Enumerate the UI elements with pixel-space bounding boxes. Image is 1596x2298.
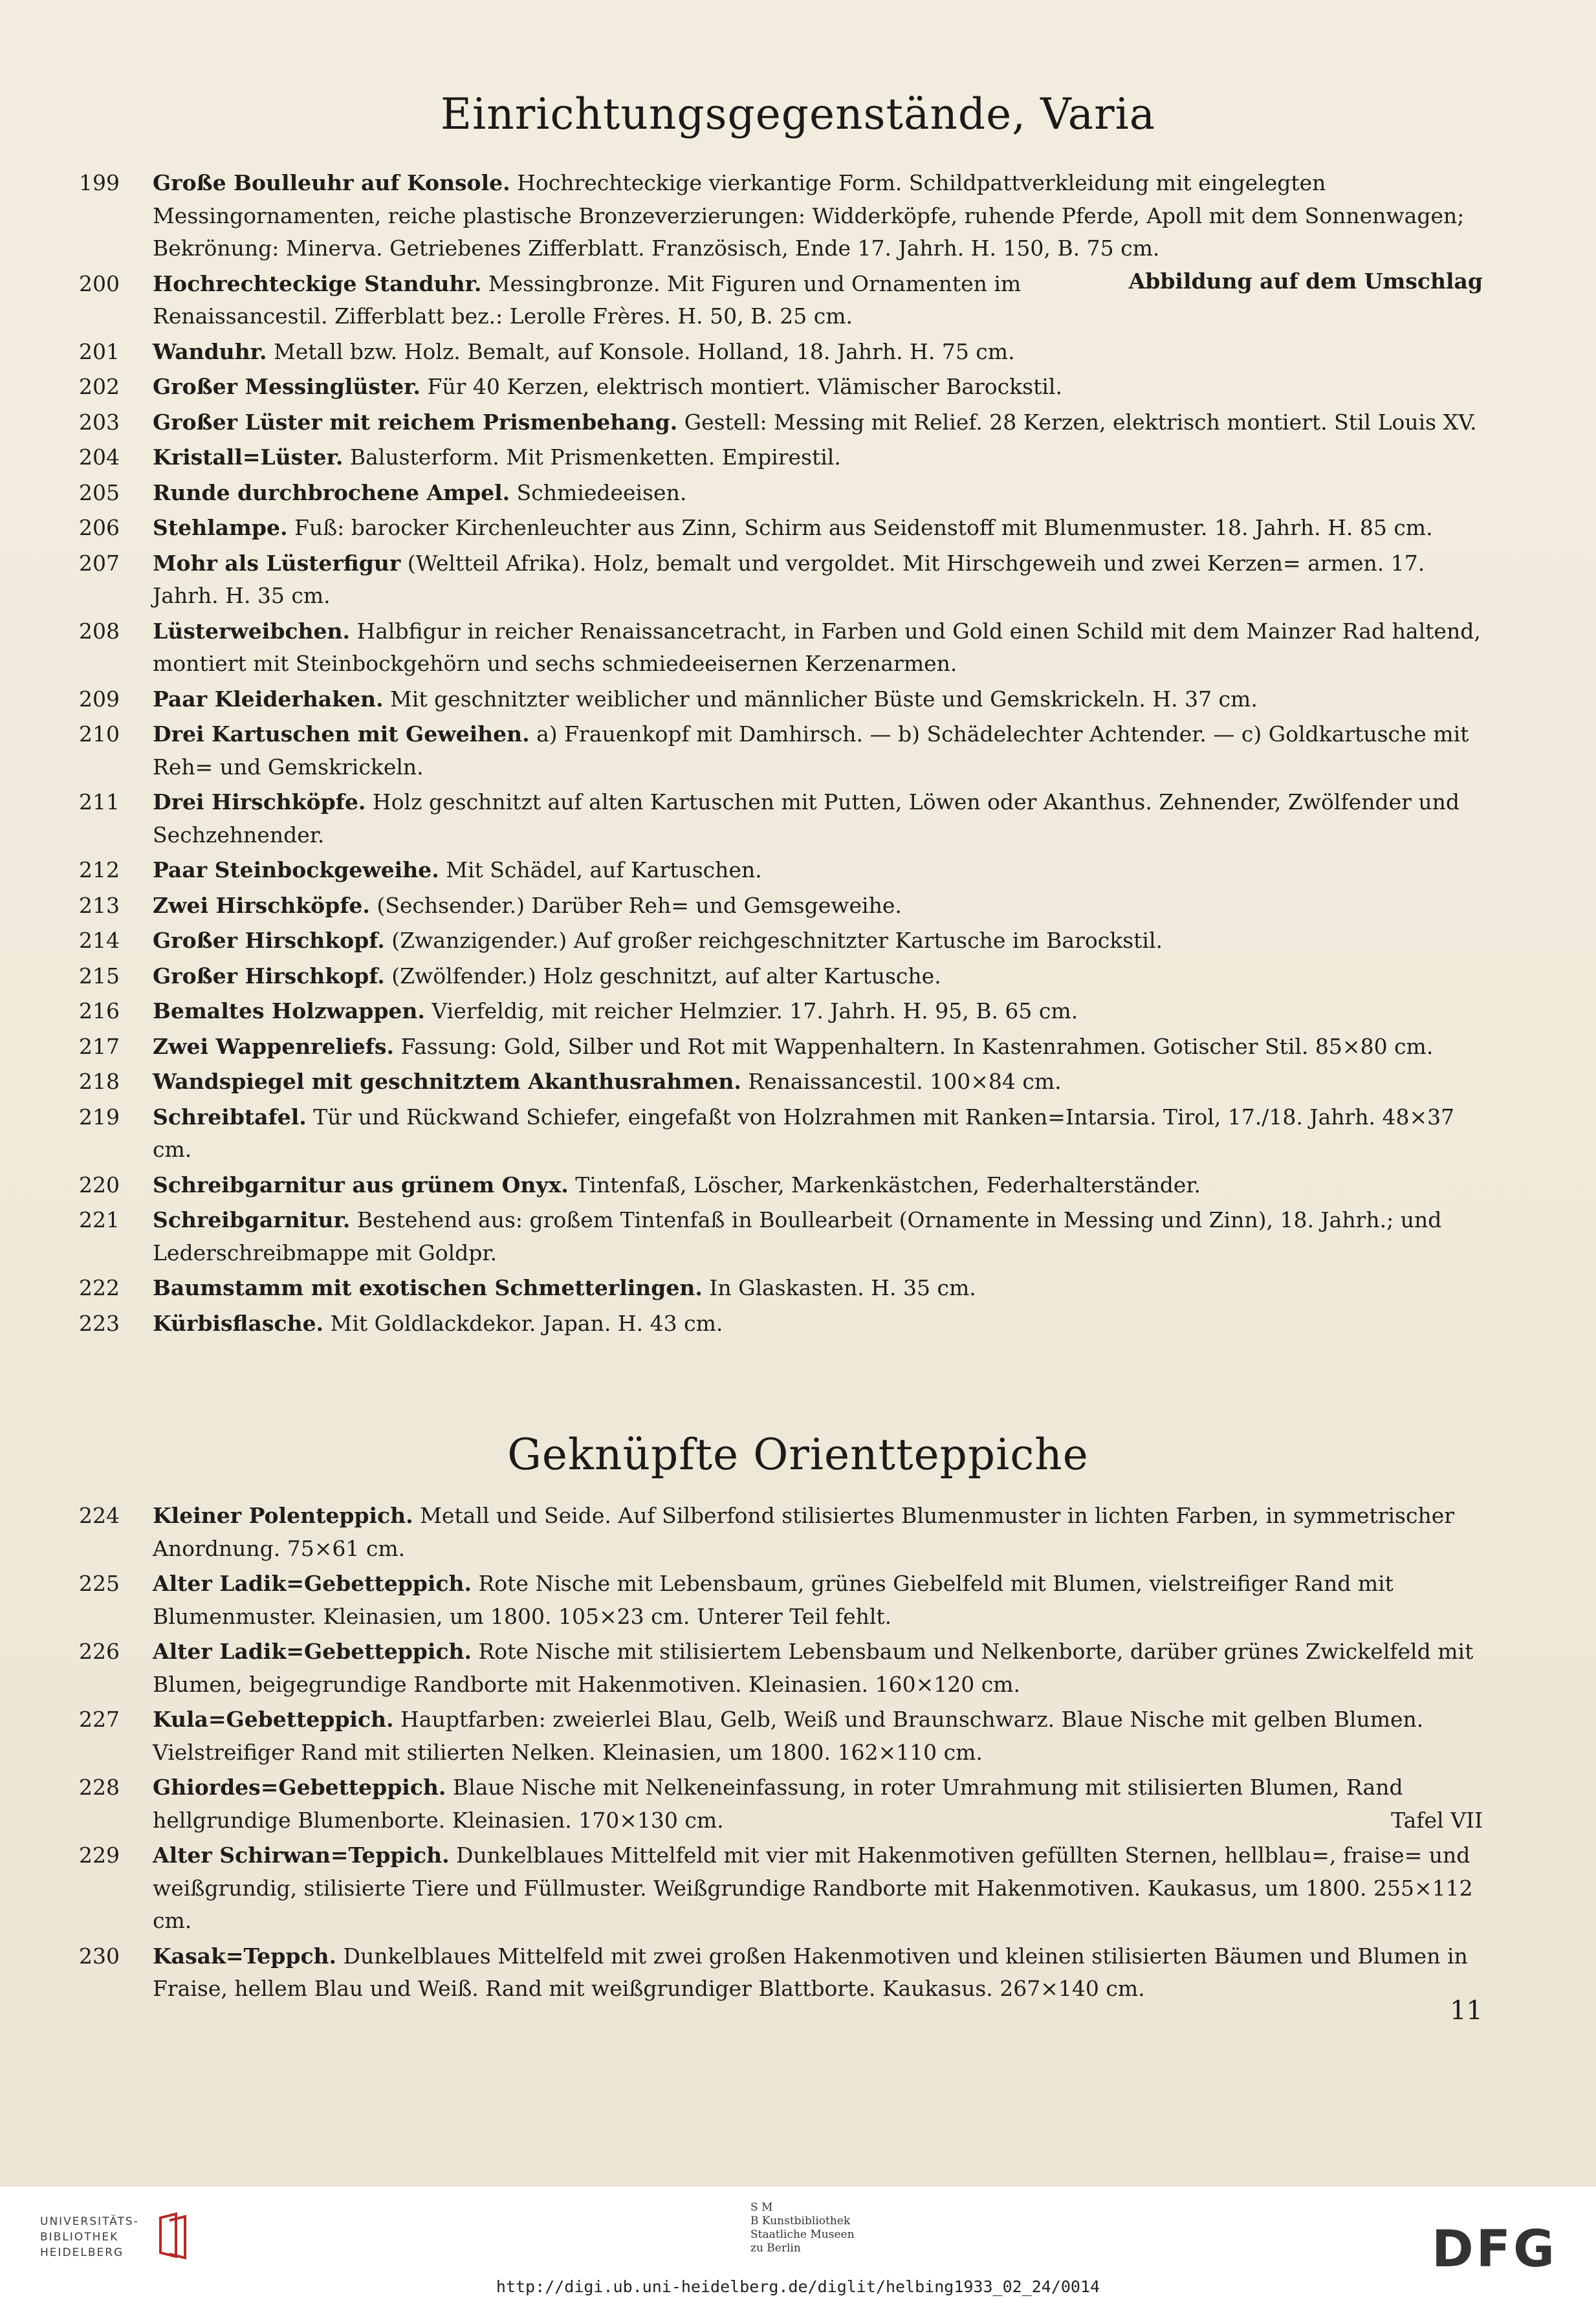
library-logo-text (40, 2214, 139, 2260)
entry-description: Renaissancestil. 100×84 cm. (741, 1069, 1062, 1094)
entry-description: Messingbronze. Mit Figuren und Ornamenten im Renaissancestil. Zifferblatt bez.: Lerolle Frères. H. 50, B. 25 cm. (153, 270, 1022, 329)
entry-title: Stehlampe. (153, 515, 288, 540)
section-title-furnishings: Einrichtungsgegenstände, Varia (440, 89, 1156, 139)
entry-number: 216 (79, 998, 120, 1023)
entry-description: Rote Nische mit Lebensbaum, grünes Giebelfeld mit Blumen, vielstreifiger Rand mit Blumenmuster. Kleinasien, um 1800. 105×23 cm. Unterer Teil fehlt. (153, 1571, 1394, 1629)
entry-number: 219 (79, 1104, 120, 1130)
catalog-entry (79, 925, 1483, 958)
entry-title: Großer Hirschkopf. (153, 963, 385, 989)
catalog-entry (79, 1771, 1483, 1837)
entry-number: 224 (79, 1503, 120, 1528)
library-line: UNIVERSITÄTS- (40, 2215, 139, 2228)
library-line: BIBLIOTHEK (40, 2231, 119, 2244)
entry-description: (Zwanzigender.) Auf großer reichgeschnitzter Kartusche im Barockstil. (384, 928, 1163, 953)
catalog-entry (79, 1703, 1483, 1769)
catalog-list-furnishings (79, 167, 1483, 1342)
entry-description: In Glaskasten. H. 35 cm. (702, 1275, 976, 1300)
catalog-entry (79, 477, 1483, 510)
entry-number: 221 (79, 1207, 120, 1232)
entry-number: 205 (79, 479, 120, 505)
entry-description: Schmiedeeisen. (510, 479, 687, 505)
entry-reference: Tafel VII (1391, 1807, 1483, 1833)
catalog-entry (79, 1500, 1483, 1565)
entry-description: Dunkelblaues Mittelfeld mit zwei großen Hakenmotiven und kleinen stilisierten Bäumen und Blumen in Fraise, hellem Blau und Weiß. Rand mit weißgrundiger Blattborte. Kaukasus. 267×140 cm. (153, 1943, 1468, 2001)
entry-number: 220 (79, 1172, 120, 1198)
entry-description: Für 40 Kerzen, elektrisch montiert. Vlämischer Barockstil. (421, 374, 1062, 399)
entry-number: 225 (79, 1571, 120, 1596)
entry-number: 208 (79, 618, 120, 644)
entry-title: Hochrechteckige Standuhr. (153, 270, 482, 296)
entry-title: Wandspiegel mit geschnitztem Akanthusrahmen. (153, 1069, 741, 1094)
entry-title: Paar Steinbockgeweihe. (153, 857, 439, 882)
entry-number: 207 (79, 550, 120, 576)
entry-title: Großer Messinglüster. (153, 374, 421, 399)
catalog-entry (79, 512, 1483, 545)
entry-description: Blaue Nische mit Nelkeneinfassung, in roter Umrahmung mit stilisierten Blumen, Rand hellgrundige Blumenborte. Kleinasien. 170×130 cm. (153, 1775, 1403, 1833)
entry-title: Alter Ladik=Gebetteppich. (153, 1639, 472, 1664)
entry-description: Vierfeldig, mit reicher Helmzier. 17. Jahrh. H. 95, B. 65 cm. (424, 998, 1078, 1023)
entry-number: 215 (79, 963, 120, 989)
entry-title: Bemaltes Holzwappen. (153, 998, 425, 1023)
page-number: 11 (1450, 1996, 1483, 2026)
entry-title: Schreibgarnitur. (153, 1207, 351, 1232)
entry-description: Fassung: Gold, Silber und Rot mit Wappenhaltern. In Kastenrahmen. Gotischer Stil. 85×80 cm. (393, 1033, 1434, 1059)
library-line: HEIDELBERG (40, 2246, 124, 2259)
catalog-entry (79, 1568, 1483, 1633)
entry-title: Ghiordes=Gebetteppich. (153, 1775, 446, 1800)
entry-title: Zwei Wappenreliefs. (153, 1033, 394, 1059)
footer-bar (0, 2187, 1596, 2298)
catalog-entry (79, 1031, 1483, 1064)
entry-title: Schreibtafel. (153, 1104, 307, 1130)
catalog-entry (79, 1101, 1483, 1166)
entry-description: Tür und Rückwand Schiefer, eingefaßt von Holzrahmen mit Ranken=Intarsia. Tirol, 17./18. Jahrh. 48×37 cm. (153, 1104, 1455, 1162)
catalog-entry (79, 268, 1483, 333)
entry-number: 217 (79, 1033, 120, 1059)
catalog-entry (79, 1940, 1483, 2006)
entry-description: Fuß: barocker Kirchenleuchter aus Zinn, Schirm aus Seidenstoff mit Blumenmuster. 18. Jahrh. H. 85 cm. (287, 515, 1433, 540)
library-logo-icon (157, 2211, 190, 2260)
catalog-entry (79, 786, 1483, 851)
entry-reference: Abbildung auf dem Umschlag (1128, 268, 1483, 294)
entry-title: Kürbisflasche. (153, 1310, 324, 1336)
entry-description: Hochrechteckige vierkantige Form. Schildpattverkleidung mit eingelegten Messingornamenten, reiche plastische Bronzeverzierungen: Widderköpfe, ruhende Pferde, Apoll mit dem Sonnenwagen; Bekrönung: Minerva. Getriebenes Zifferblatt. Französisch, Ende 17. Jahrh. H. 150, B. 75 cm. (153, 170, 1465, 261)
entry-number: 223 (79, 1310, 120, 1336)
entry-number: 213 (79, 892, 120, 918)
entry-number: 202 (79, 374, 120, 399)
catalog-entry (79, 1839, 1483, 1938)
entry-description: Halbfigur in reicher Renaissancetracht, in Farben und Gold einen Schild mit dem Mainzer Rad haltend, montiert mit Steinbockgehörn und sechs schmiedeeisernen Kerzenarmen. (153, 618, 1481, 676)
catalog-entry (79, 718, 1483, 783)
entry-description: Mit Goldlackdekor. Japan. H. 43 cm. (323, 1310, 723, 1336)
permalink-url[interactable]: http://digi.ub.uni-heidelberg.de/diglit/helbing1933_02_24/0014 (496, 2277, 1100, 2296)
entry-title: Alter Schirwan=Teppich. (153, 1843, 450, 1868)
entry-description: (Sechsender.) Darüber Reh= und Gemsgeweihe. (369, 892, 902, 918)
entry-title: Kristall=Lüster. (153, 444, 344, 470)
entry-title: Großer Hirschkopf. (153, 928, 385, 953)
catalog-entry (79, 1204, 1483, 1269)
entry-description: Bestehend aus: großem Tintenfaß in Boullearbeit (Ornamente in Messing und Zinn), 18. Jahrh.; und Lederschreibmappe mit Goldpr. (153, 1207, 1442, 1265)
entry-description: Dunkelblaues Mittelfeld mit vier mit Hakenmotiven gefüllten Sternen, hellblau=, fraise= und weißgrundig, stilisierte Tiere und Füllmuster. Weißgrundige Randborte mit Hakenmotiven. Kaukasus, um 1800. 255×112 cm. (153, 1843, 1473, 1933)
entry-description: (Zwölfender.) Holz geschnitzt, auf alter Kartusche. (384, 963, 941, 989)
entry-number: 200 (79, 270, 120, 296)
catalog-entry (79, 1636, 1483, 1701)
entry-title: Lüsterweibchen. (153, 618, 350, 644)
entry-number: 209 (79, 686, 120, 712)
entry-title: Kleiner Polenteppich. (153, 1503, 413, 1528)
entry-description: (Weltteil Afrika). Holz, bemalt und vergoldet. Mit Hirschgeweih und zwei Kerzen= armen. 17. Jahrh. H. 35 cm. (153, 550, 1425, 608)
entry-title: Zwei Hirschköpfe. (153, 892, 370, 918)
smb-line: Staatliche Museen (750, 2228, 855, 2241)
entry-number: 228 (79, 1775, 120, 1800)
entry-title: Drei Hirschköpfe. (153, 789, 366, 815)
entry-title: Paar Kleiderhaken. (153, 686, 384, 712)
catalog-entry (79, 854, 1483, 887)
entry-title: Runde durchbrochene Ampel. (153, 479, 510, 505)
entry-number: 201 (79, 338, 120, 364)
entry-number: 199 (79, 170, 120, 195)
catalog-entry (79, 1169, 1483, 1202)
entry-description: a) Frauenkopf mit Damhirsch. — b) Schädelechter Achtender. — c) Goldkartusche mit Reh= und Gemskrickeln. (153, 721, 1469, 780)
catalog-entry (79, 615, 1483, 681)
catalog-entry (79, 890, 1483, 923)
smb-line: S M (750, 2201, 773, 2214)
entry-number: 210 (79, 721, 120, 747)
entry-number: 218 (79, 1069, 120, 1094)
entry-description: Metall bzw. Holz. Bemalt, auf Konsole. Holland, 18. Jahrh. H. 75 cm. (267, 338, 1015, 364)
catalog-entry (79, 960, 1483, 993)
entry-title: Drei Kartuschen mit Geweihen. (153, 721, 530, 747)
catalog-entry (79, 995, 1483, 1028)
smb-logo-text (750, 2201, 855, 2255)
entry-title: Baumstamm mit exotischen Schmetterlingen. (153, 1275, 703, 1300)
entry-description: Balusterform. Mit Prismenketten. Empirestil. (343, 444, 841, 470)
catalog-entry (79, 441, 1483, 474)
catalog-entry (79, 1066, 1483, 1099)
catalog-entry (79, 1308, 1483, 1340)
entry-description: Gestell: Messing mit Relief. 28 Kerzen, elektrisch montiert. Stil Louis XV. (677, 409, 1477, 435)
entry-description: Rote Nische mit stilisiertem Lebensbaum und Nelkenborte, darüber grünes Zwickelfeld mit Blumen, beigegrundige Randborte mit Hakenmotiven. Kleinasien. 160×120 cm. (153, 1639, 1474, 1697)
entry-number: 230 (79, 1943, 120, 1969)
catalog-entry (79, 547, 1483, 613)
catalog-entry (79, 683, 1483, 716)
entry-description: Mit geschnitzter weiblicher und männlicher Büste und Gemskrickeln. H. 37 cm. (383, 686, 1258, 712)
entry-number: 226 (79, 1639, 120, 1664)
entry-title: Mohr als Lüsterfigur (153, 550, 401, 576)
entry-title: Schreibgarnitur aus grünem Onyx. (153, 1172, 569, 1198)
section-title-carpets: Geknüpfte Orientteppiche (507, 1430, 1089, 1480)
entry-description: Tintenfaß, Löscher, Markenkästchen, Federhalterständer. (568, 1172, 1201, 1198)
entry-number: 206 (79, 515, 120, 540)
catalog-entry (79, 406, 1483, 439)
entry-number: 204 (79, 444, 120, 470)
entry-title: Kula=Gebetteppich. (153, 1707, 394, 1732)
entry-number: 214 (79, 928, 120, 953)
entry-number: 227 (79, 1707, 120, 1732)
entry-number: 203 (79, 409, 120, 435)
smb-line: B Kunstbibliothek (750, 2215, 851, 2227)
catalog-entry (79, 371, 1483, 404)
catalog-list-carpets (79, 1500, 1483, 2008)
entry-description: Metall und Seide. Auf Silberfond stilisiertes Blumenmuster in lichten Farben, in symmetrischer Anordnung. 75×61 cm. (153, 1503, 1455, 1561)
dfg-logo: DFG (1431, 2220, 1557, 2279)
entry-number: 229 (79, 1843, 120, 1868)
entry-number: 211 (79, 789, 120, 815)
entry-title: Kasak=Teppch. (153, 1943, 337, 1969)
entry-number: 212 (79, 857, 120, 882)
entry-title: Große Boulleuhr auf Konsole. (153, 170, 510, 195)
entry-title: Alter Ladik=Gebetteppich. (153, 1571, 472, 1596)
catalog-entry (79, 1272, 1483, 1305)
entry-description: Holz geschnitzt auf alten Kartuschen mit Putten, Löwen oder Akanthus. Zehnender, Zwölfender und Sechzehnender. (153, 789, 1460, 848)
entry-description: Mit Schädel, auf Kartuschen. (439, 857, 762, 882)
entry-description: Hauptfarben: zweierlei Blau, Gelb, Weiß und Braunschwarz. Blaue Nische mit gelben Blumen. Vielstreifiger Rand mit stilierten Nelken. Kleinasien, um 1800. 162×110 cm. (153, 1707, 1424, 1765)
smb-line: zu Berlin (750, 2242, 801, 2255)
catalog-entry (79, 336, 1483, 369)
entry-title: Wanduhr. (153, 338, 267, 364)
entry-title: Großer Lüster mit reichem Prismenbehang. (153, 409, 678, 435)
entry-number: 222 (79, 1275, 120, 1300)
